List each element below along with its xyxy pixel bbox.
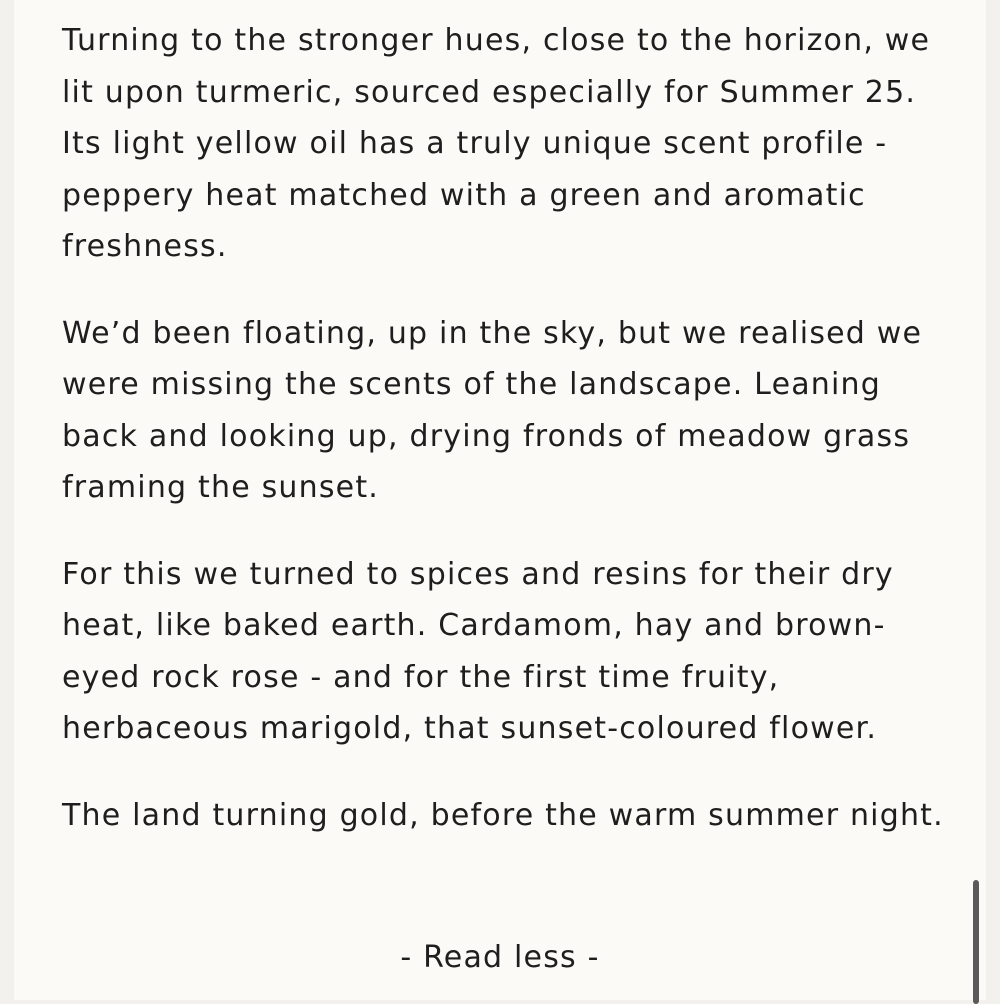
page-content	[14, 0, 986, 1000]
article-body	[62, 15, 952, 876]
article-paragraph-4: The land turning gold, before the warm summer night.	[62, 797, 944, 833]
scrollbar-thumb[interactable]	[973, 880, 979, 1004]
article-paragraph-2: We’d been floating, up in the sky, but we realised we were missing the scents of the landscape. Leaning back and looking up, drying fronds of meadow grass framing the sunset.	[62, 315, 923, 505]
article-paragraph-1: Turning to the stronger hues, close to the horizon, we lit upon turmeric, sourced especially for Summer 25. Its light yellow oil has a truly unique scent profile - peppery heat matched with a green and aromatic freshness.	[62, 23, 931, 264]
article-paragraph-3: For this we turned to spices and resins for their dry heat, like baked earth. Cardamom, hay and brown-eyed rock rose - and for the first time fruity, herbaceous marigold, that sunset-coloured flower.	[62, 556, 894, 746]
read-less-link[interactable]: - Read less -	[400, 940, 600, 975]
